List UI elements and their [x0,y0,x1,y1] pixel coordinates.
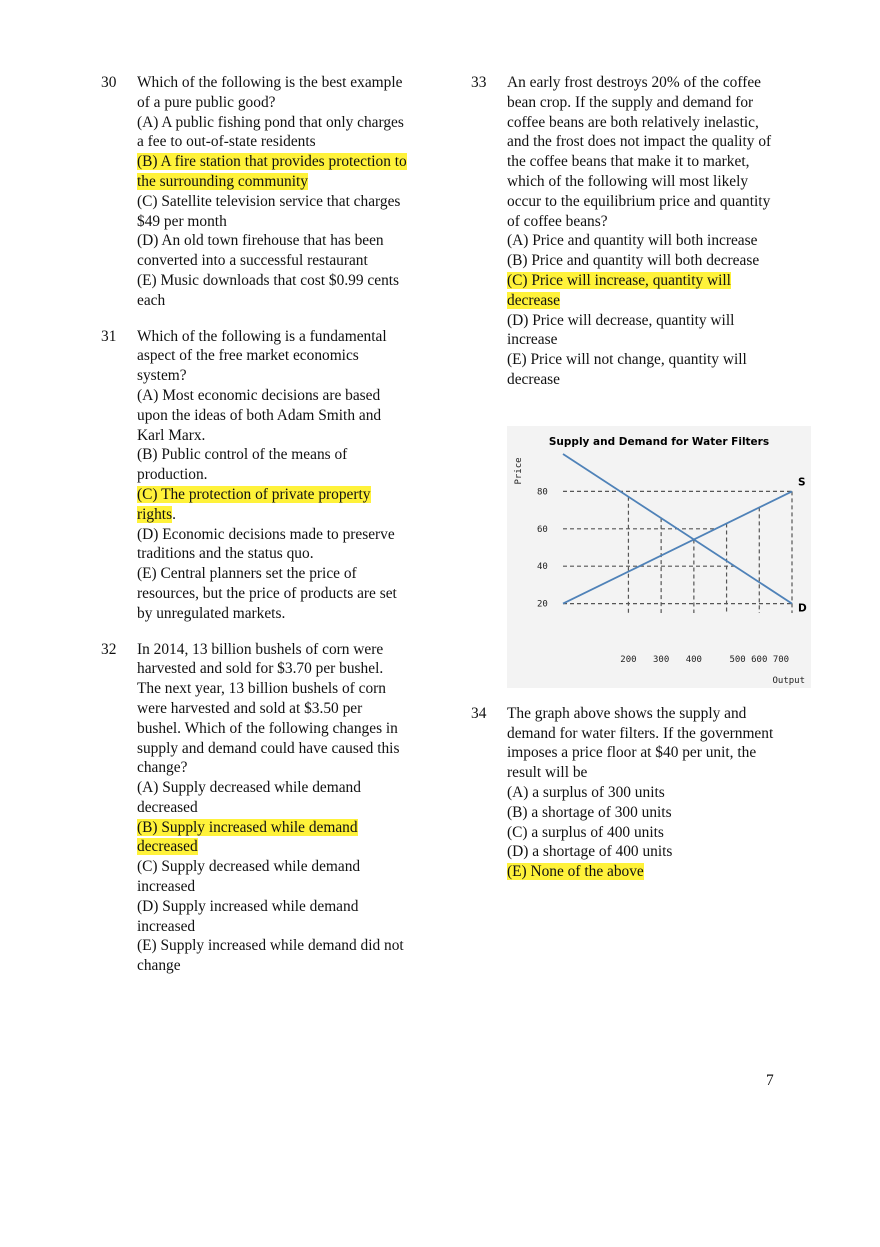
answer-option-line [137,386,446,406]
right-column [471,73,816,882]
question-number: 34 [471,704,487,722]
answer-option-line [137,798,446,818]
answer-option-line [137,231,446,251]
answer-option-line [137,172,446,192]
question-stem-line: change? [137,759,188,777]
answer-option-line [507,370,816,390]
answer-text: (E) Central planners set the price of [137,565,357,583]
answer-text: $49 per month [137,212,227,230]
answer-option-line [507,783,816,803]
question-stem-line: The next year, 13 billion bushels of corn [137,680,386,698]
question-stem-line: and the frost does not impact the quality of [507,133,772,151]
answer-text: by unregulated markets. [137,604,286,622]
question-stem-line: imposes a price floor at $40 per unit, the [507,744,757,762]
answer-text: Karl Marx. [137,426,206,444]
supply-curve [563,491,792,603]
answer-option-line [137,251,446,271]
question-number: 32 [101,640,117,658]
question-stem-line: The graph above shows the supply and [507,704,747,722]
answer-option-line [137,113,446,133]
answer-option-line [137,936,446,956]
answer-text: upon the ideas of both Adam Smith and [137,406,382,424]
highlighted-answer-text: the surrounding community [137,172,308,190]
answer-option-line [137,584,446,604]
answer-option-line [507,803,816,823]
question-body [507,73,816,390]
question-stem-line: result will be [507,764,588,782]
highlighted-answer-text: (B) A fire station that provides protection to [137,153,407,171]
chart-svg [507,426,811,688]
highlighted-answer-text: (C) The protection of private property [137,485,371,503]
answer-option-line [137,604,446,624]
answer-option-line [507,330,816,350]
answer-text: (B) a shortage of 300 units [507,803,672,821]
answer-text: (A) Price and quantity will both increase [507,232,758,250]
answer-option-line [507,291,816,311]
y-tick-label: 60 [537,524,548,535]
question-stem-line: which of the following will most likely [507,172,749,190]
supply-curve-label: S [798,476,806,489]
y-tick-label: 80 [537,487,548,498]
answer-text: a fee to out-of-state residents [137,133,316,151]
answer-option-line [507,231,816,251]
question-stem-line: demand for water filters. If the government [507,724,774,742]
chart-title: Supply and Demand for Water Filters [548,435,770,448]
question-34 [471,704,816,882]
answer-text: (B) Public control of the means of [137,446,348,464]
answer-option-line [137,956,446,976]
x-tick-label: 200 [620,654,637,665]
x-tick-label: 300 [653,654,670,665]
answer-option-line [137,857,446,877]
question-stem-line: In 2014, 13 billion bushels of corn were [137,640,384,658]
y-tick-label: 20 [537,599,548,610]
answer-option-line [137,837,446,857]
answer-option-line [137,485,446,505]
question-30 [101,73,446,311]
answer-text: decrease [507,370,560,388]
answer-option-line [507,862,816,882]
question-stem-line: aspect of the free market economics [137,347,359,365]
answer-option-line [507,311,816,331]
answer-text: each [137,291,166,309]
question-body [137,640,446,977]
answer-option-line [137,426,446,446]
answer-option-line [137,818,446,838]
answer-text: (A) A public fishing pond that only charges [137,113,404,131]
answer-option-line [137,271,446,291]
answer-text: increase [507,331,558,349]
question-stem-line: of coffee beans? [507,212,608,230]
question-stem-line: of a pure public good? [137,93,276,111]
answer-text: resources, but the price of products are set [137,584,397,602]
question-body [137,327,446,624]
answer-text: production. [137,466,208,484]
answer-option-line [137,445,446,465]
question-31 [101,327,446,624]
question-stem-line: coffee beans are both relatively inelastic, [507,113,759,131]
answer-text: increased [137,917,196,935]
answer-option-line [137,505,446,525]
question-33 [471,73,816,390]
answer-option-line [137,525,446,545]
question-stem-line: system? [137,367,187,385]
answer-text: (E) Price will not change, quantity will [507,351,747,369]
question-number: 31 [101,327,117,345]
x-axis-label: Output [772,675,805,686]
question-stem-line: were harvested and sold at $3.50 per [137,699,363,717]
highlighted-answer-text: (E) None of the above [507,863,644,881]
answer-text: (E) Supply increased while demand did not [137,937,404,955]
answer-suffix: . [172,505,176,523]
answer-text: increased [137,878,196,896]
answer-option-line [507,350,816,370]
answer-option-line [507,251,816,271]
answer-text: traditions and the status quo. [137,545,314,563]
answer-text: (C) a surplus of 400 units [507,823,664,841]
answer-text: decreased [137,798,198,816]
answer-option-line [137,291,446,311]
answer-option-line [137,877,446,897]
answer-option-line [137,917,446,937]
y-axis-label: Price [514,457,524,485]
answer-text: (D) Supply increased while demand [137,897,359,915]
answer-option-line [137,544,446,564]
question-32 [101,640,446,977]
answer-option-line [137,192,446,212]
question-number: 30 [101,74,117,91]
question-stem-line: bean crop. If the supply and demand for [507,93,754,111]
answer-text: (E) Music downloads that cost $0.99 cents [137,271,400,289]
right-bottom-questions [471,704,816,882]
question-stem-line: supply and demand could have caused this [137,739,400,757]
answer-text: (A) Most economic decisions are based [137,386,381,404]
answer-text: (D) a shortage of 400 units [507,843,673,861]
answer-option-line [507,842,816,862]
question-stem-line: Which of the following is the best example [137,74,403,91]
question-stem-line: bushel. Which of the following changes in [137,719,398,737]
answer-text: (D) Economic decisions made to preserve [137,525,395,543]
answer-text: (D) Price will decrease, quantity will [507,311,735,329]
x-tick-label: 400 [685,654,702,665]
y-tick-label: 40 [537,561,548,572]
answer-text: (B) Price and quantity will both decrease [507,252,760,270]
highlighted-answer-text: rights [137,505,173,523]
highlighted-answer-text: (C) Price will increase, quantity will [507,271,731,289]
answer-option-line [137,564,446,584]
answer-option-line [137,465,446,485]
answer-option-line [507,271,816,291]
answer-option-line [507,823,816,843]
answer-option-line [137,778,446,798]
question-stem-line: harvested and sold for $3.70 per bushel. [137,660,384,678]
supply-demand-chart [507,426,811,688]
answer-option-line [137,897,446,917]
answer-option-line [137,132,446,152]
answer-text: converted into a successful restaurant [137,252,368,270]
answer-text: (A) a surplus of 300 units [507,783,665,801]
page-number: 7 [766,1072,774,1089]
demand-curve [563,454,792,604]
answer-option-line [137,152,446,172]
highlighted-answer-text: decreased [137,838,198,856]
answer-text: (D) An old town firehouse that has been [137,232,384,250]
left-column [101,73,446,976]
question-number: 33 [471,74,487,91]
question-body [137,73,446,311]
question-stem-line: Which of the following is a fundamental [137,327,387,345]
answer-text: (A) Supply decreased while demand [137,779,361,797]
answer-text: (C) Supply decreased while demand [137,858,361,876]
answer-text: change [137,957,181,975]
right-top-questions [471,73,816,390]
highlighted-answer-text: decrease [507,291,560,309]
answer-option-line [137,406,446,426]
question-stem-line: occur to the equilibrium price and quantity [507,192,771,210]
question-stem-line: the coffee beans that make it to market, [507,153,750,171]
question-stem-line: An early frost destroys 20% of the coffee [507,74,762,91]
highlighted-answer-text: (B) Supply increased while demand [137,818,358,836]
answer-option-line [137,212,446,232]
answer-text: (C) Satellite television service that charges [137,192,401,210]
x-tick-label: 500 600 700 [729,654,790,665]
demand-curve-label: D [798,602,807,615]
question-body [507,704,816,882]
